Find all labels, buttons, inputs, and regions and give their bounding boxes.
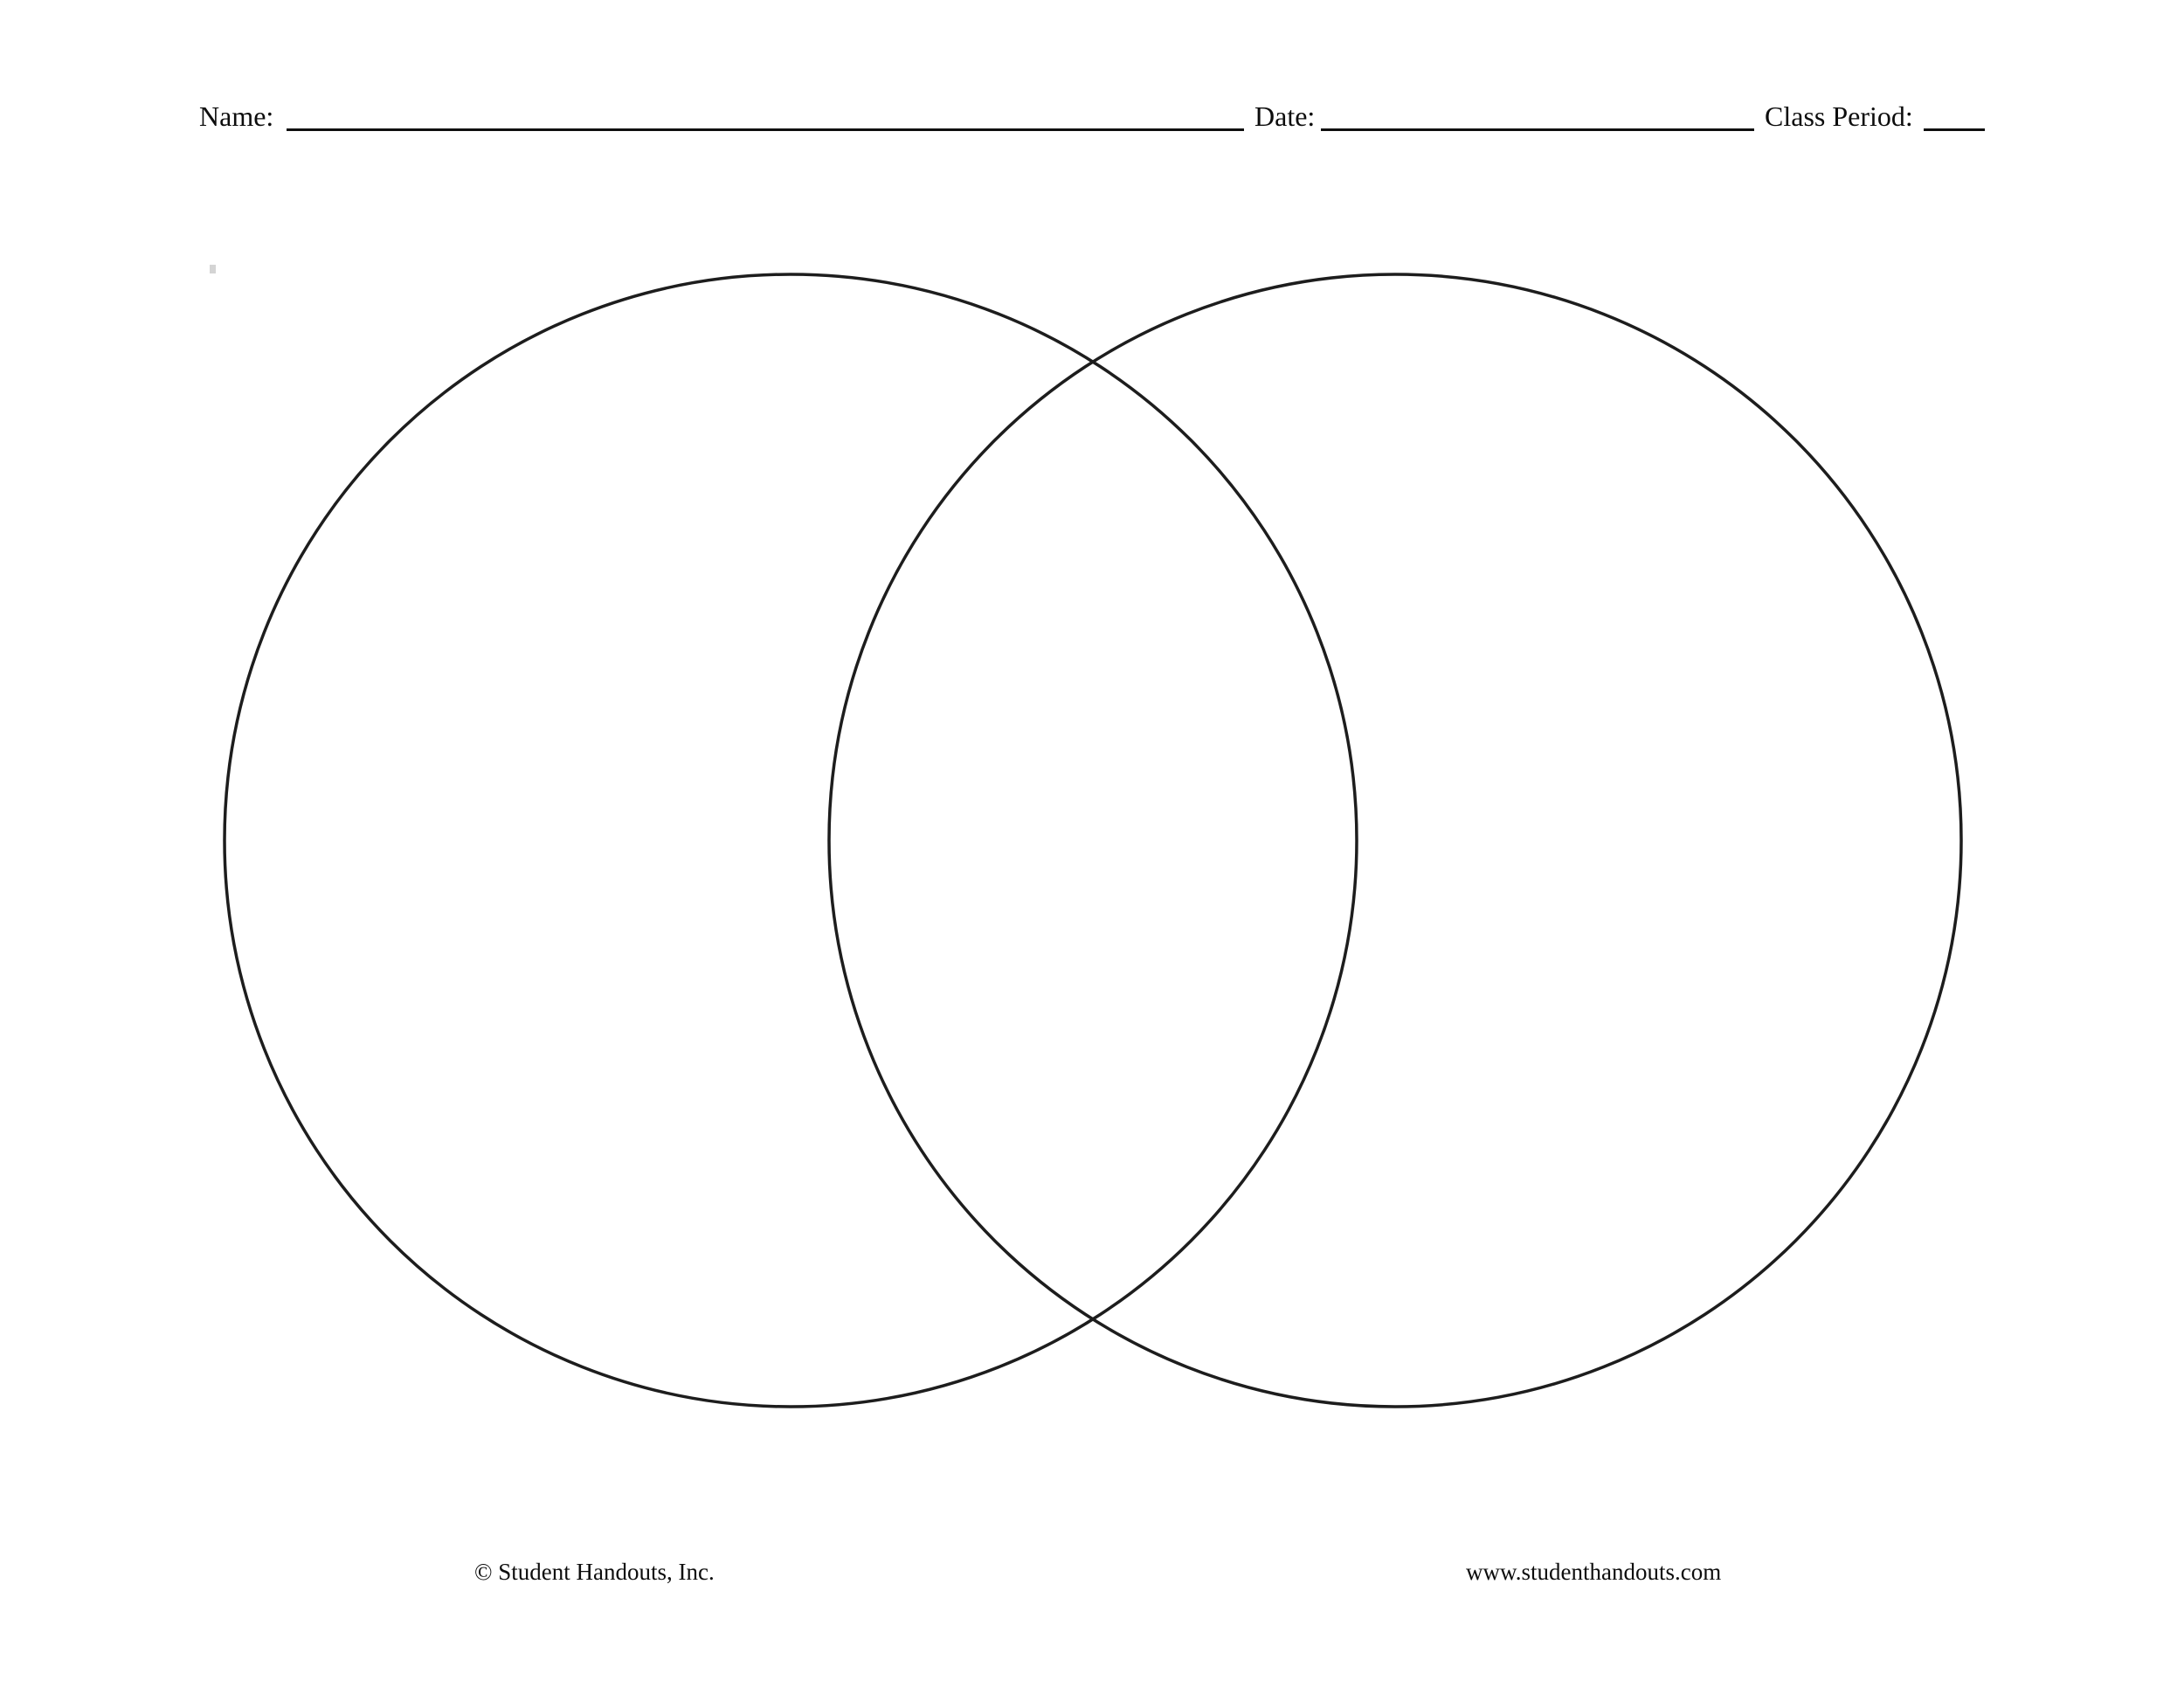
name-label: Name: <box>199 100 274 132</box>
date-label: Date: <box>1254 100 1316 132</box>
venn-right-circle <box>829 274 1961 1407</box>
venn-left-circle <box>225 274 1357 1407</box>
website-text: www.studenthandouts.com <box>1466 1559 1722 1585</box>
class-period-label: Class Period: <box>1765 100 1913 132</box>
copyright-text: © Student Handouts, Inc. <box>474 1559 715 1585</box>
